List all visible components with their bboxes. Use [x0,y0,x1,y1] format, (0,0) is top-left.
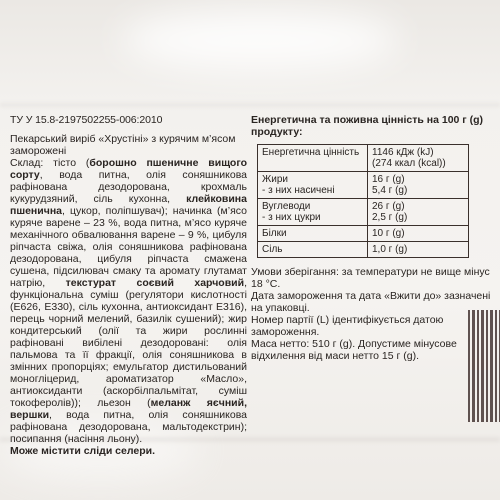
nutrient-name: Вуглеводи - з них цукри [258,199,368,226]
nutrient-value: 1,0 г (g) [368,242,469,258]
allergen: меланж яєчний, вершки [10,397,247,421]
composition-block [10,133,247,457]
net-weight: Маса нетто: 510 г (g). Допустиме мінусове відхилення від маси нетто 15 г (g). [251,338,457,362]
nutrient-value: 10 г (g) [368,226,469,242]
nutrient-name: Білки [258,226,368,242]
nutrient-name: Жири - з них насичені [258,172,368,199]
fold-line [0,104,500,106]
composition-part: , функціональна суміш (регулятори кислотності (Е626, Е330), сіль кухонна, антиоксидант Е316), перець чорний мелений, базилік сушений); жир кондитерський (олії та жири рослинні рафіновані вибілені дезодоровані: олія пальмова та її фракції, олія соняшникова в змінних пропорціях; емульгатор дистильований моногліцерид, ароматизатор «Масло», антиоксиданти (аскорбілпальмітат, суміш токоферолів)); льезон ( [10,277,247,409]
nutrition-row [258,226,469,242]
composition-part: , вода питна, олія соняшникова рафінована дезодорована, крохмаль кукурудзяний, сіль кухонна, [10,169,247,205]
nutrition-table [257,144,469,258]
allergen: борошно пшеничне вищого сорту [10,157,247,181]
nutrient-name: Енергетична цінність [258,145,368,172]
nutrient-value: 1146 кДж (kJ) (274 ккал (kcal)) [368,145,469,172]
date-info: Дата замороження та дата «Вжити до» зазначені на упаковці. [251,290,491,314]
nutrition-title: Енергетична та поживна цінність на 100 г (g) продукту: [251,114,483,138]
spec-code: ТУ У 15.8-2197502255-006:2010 [10,114,163,126]
composition-part: тісто ( [43,157,90,169]
allergen: клейковина пшенична [10,193,247,217]
composition-label: Склад: [10,157,44,169]
nutrient-value: 16 г (g) 5,4 г (g) [368,172,469,199]
batch-info: Номер партії (L) ідентифікується датою замороження. [251,314,444,338]
composition-part: , цукор, поліпшувач); начинка (м’ясо куряче варене – 23 %, вода питна, м’ясо куряче механічного обвалювання варене – 9 %, цибуля ріпчаста свіжа, олія соняшникова рафінована дезодорована, цибуля ріпчаста смажена сушена, підсилювач смаку та аромату глутамат натрію, [10,205,247,289]
nutrition-row [258,172,469,199]
nutrient-name: Сіль [258,242,368,258]
composition-part: , вода питна, олія соняшникова рафінована дезодорована, мальтодекстрин); посипання (насіння льону). [10,409,247,445]
nutrition-row [258,242,469,258]
nutrient-value: 26 г (g) 2,5 г (g) [368,199,469,226]
glare [120,10,400,70]
nutrition-block [251,114,491,362]
nutrition-row [258,145,469,172]
storage-info [251,266,491,362]
composition-text [10,157,247,445]
allergen: текстурат соєвий харчовий [65,277,245,289]
nutrition-row [258,199,469,226]
storage-conditions: Умови зберігання: за температури не вище мінус 18 °С. [251,266,490,290]
allergy-warning: Може містити сліди селери. [10,445,156,457]
product-title: Пекарський виріб «Хрустіні» з курячим м’ясом заморожені [10,133,236,157]
